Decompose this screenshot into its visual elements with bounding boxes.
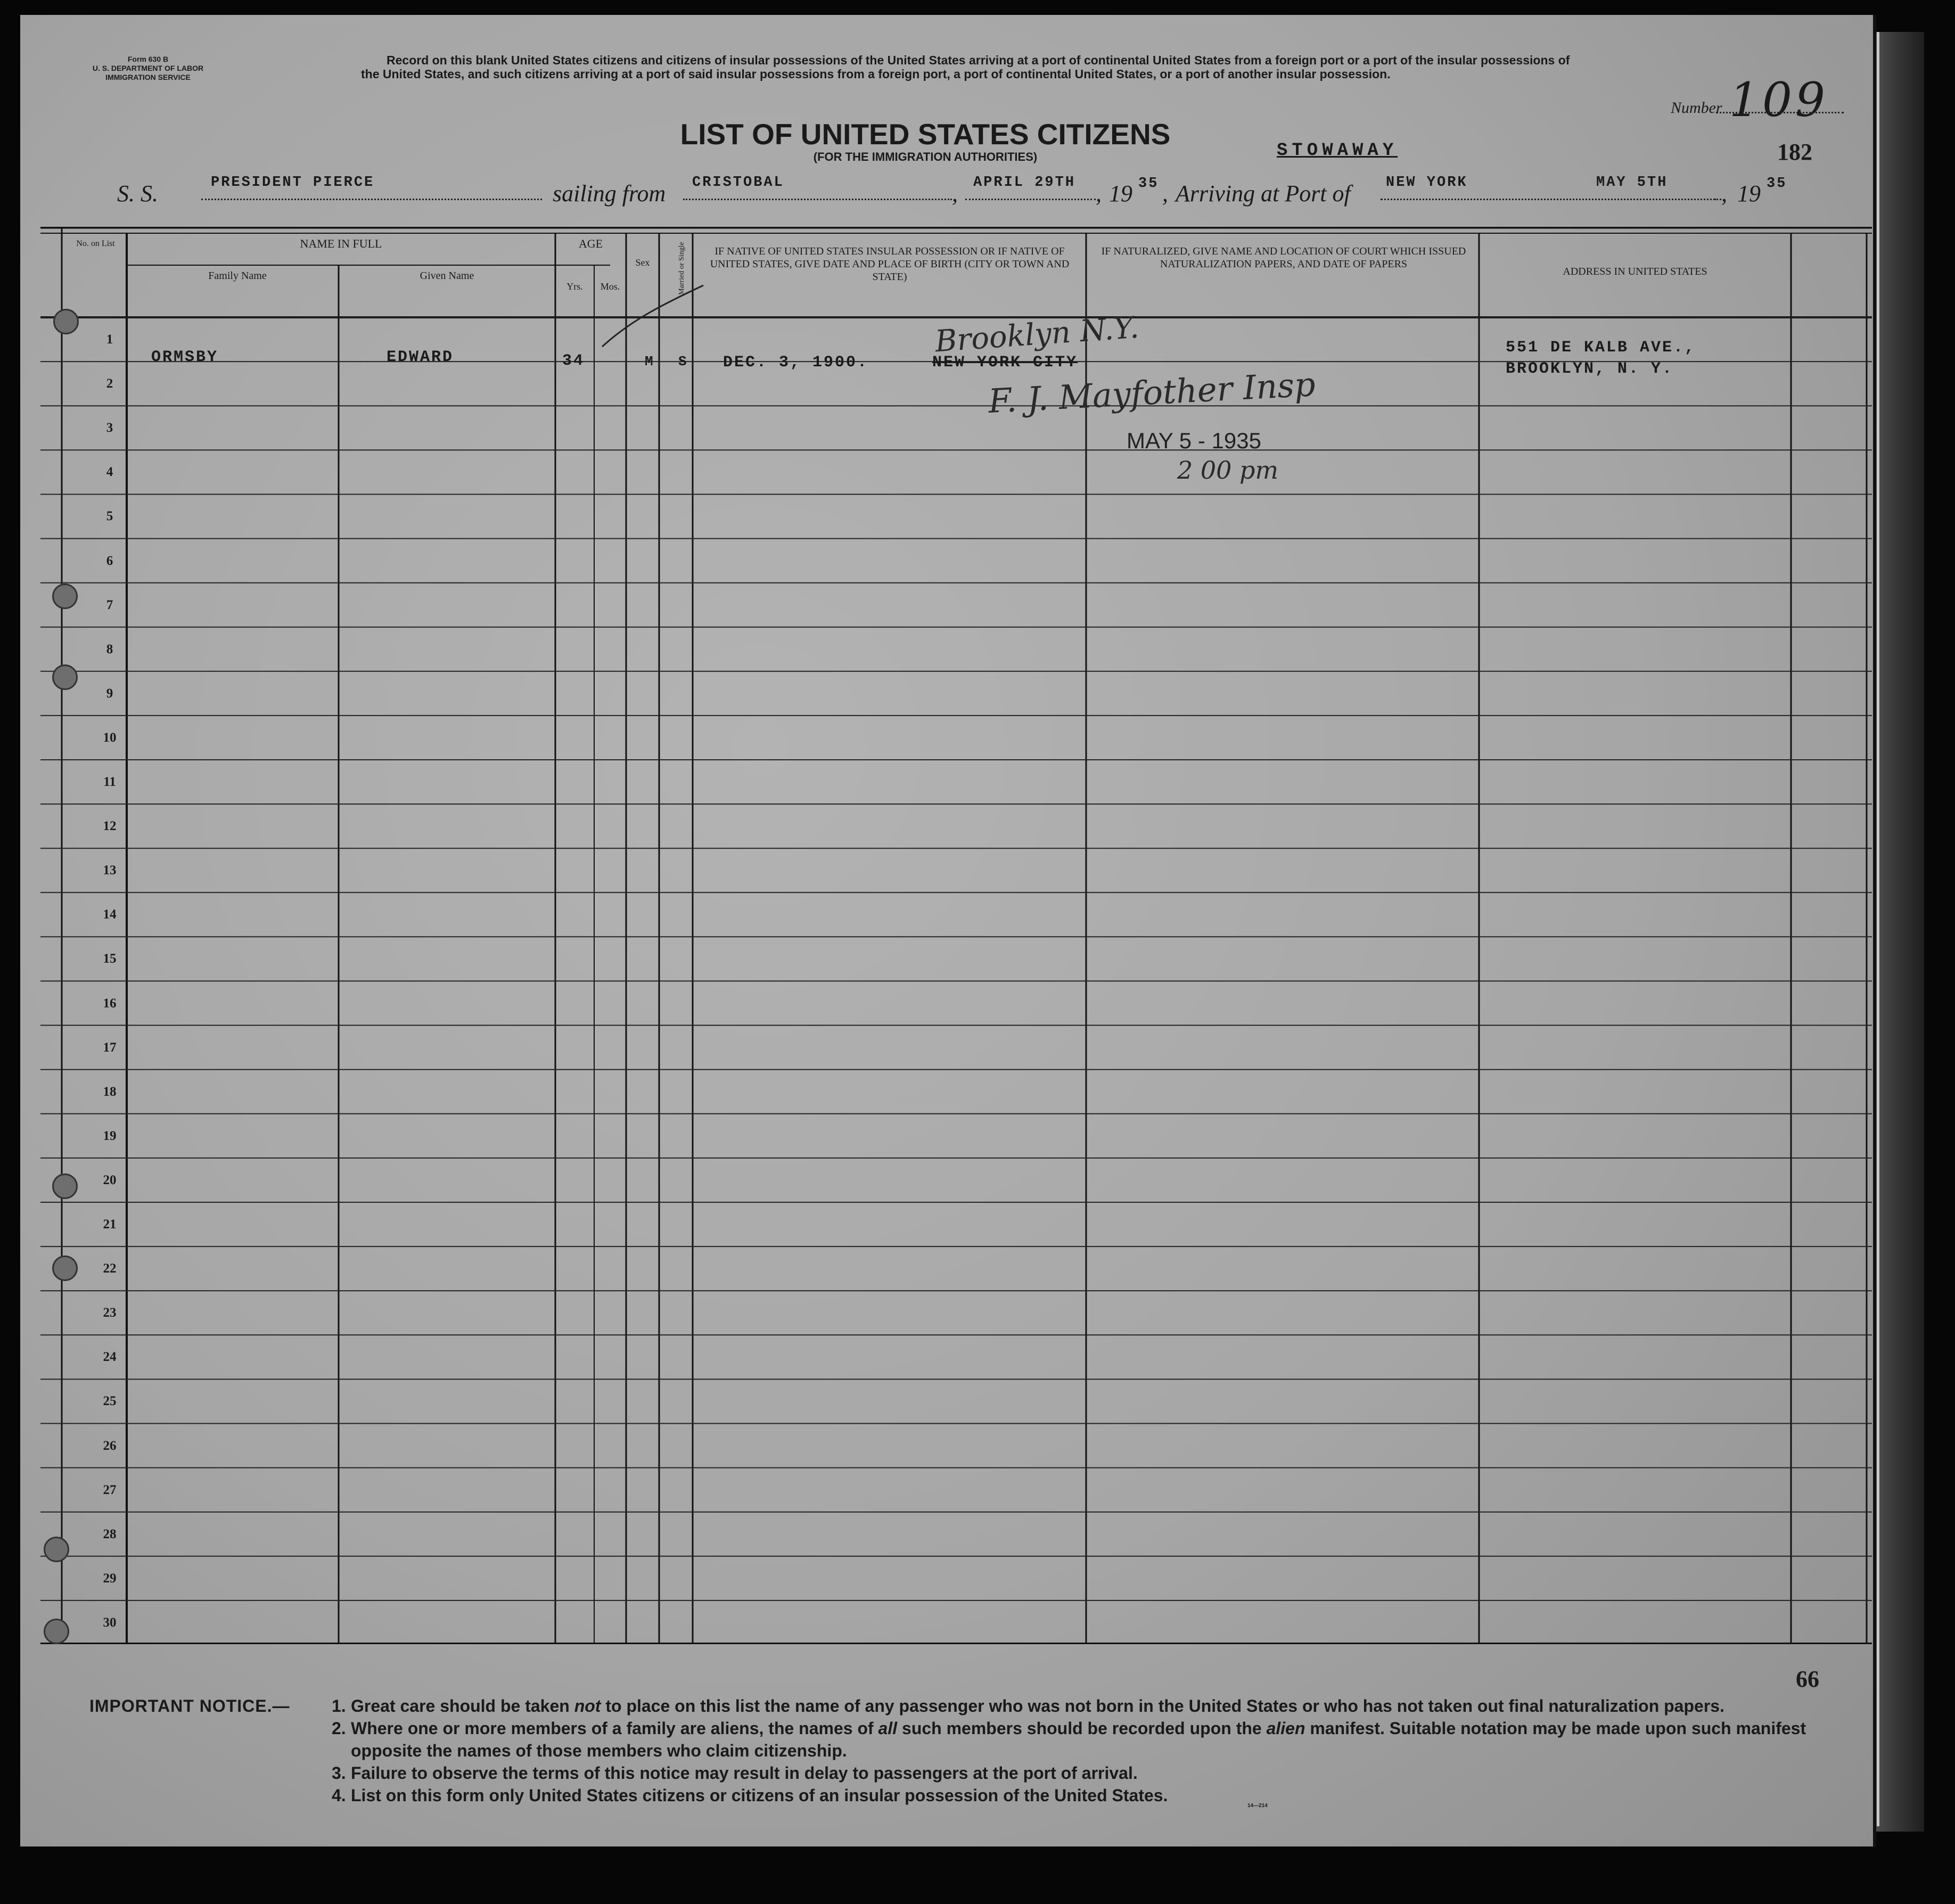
form-id-line2: U. S. DEPARTMENT OF LABOR — [92, 64, 204, 72]
date-stamp: MAY 5 - 1935 — [1127, 428, 1261, 453]
row-number: 26 — [103, 1438, 117, 1453]
row-number: 30 — [103, 1615, 117, 1630]
punch-hole — [52, 584, 78, 609]
header-given-name: Given Name — [420, 270, 474, 282]
row-number: 17 — [103, 1040, 117, 1055]
header-birth: IF NATIVE OF UNITED STATES INSULAR POSSESSION OR IF NATIVE OF UNITED STATES, GIVE DATE AND PLACE OF BIRTH (CITY OR TOWN AND STATE) — [710, 245, 1070, 283]
row-number: 2 — [106, 376, 113, 391]
entry-marital: S — [678, 354, 688, 370]
row-number: 9 — [106, 686, 113, 701]
notice-text: List on this form only United States citizens or citizens of an insular possession of the United States. — [351, 1786, 1168, 1805]
entry-age-yrs: 34 — [562, 352, 585, 370]
notice-num: 4. — [332, 1786, 346, 1805]
row-number: 5 — [106, 509, 113, 524]
row-number: 11 — [103, 775, 116, 789]
notice-text: Failure to observe the terms of this notice may result in delay to passengers at the port of arrival. — [351, 1763, 1138, 1783]
number-value: 109 — [1729, 72, 1828, 127]
sail-date: APRIL 29TH — [973, 175, 1076, 191]
punch-hole — [52, 664, 78, 690]
entry-address-line2: BROOKLYN, N. Y. — [1506, 360, 1674, 378]
row-number: 10 — [103, 730, 117, 745]
handwritten-place: Brooklyn N.Y. — [934, 310, 1140, 359]
header-no-on-list: No. on List — [76, 239, 115, 248]
row-number: 15 — [103, 951, 117, 966]
table-rules — [40, 227, 1872, 1644]
notice-text-part: Great care should be taken — [351, 1696, 574, 1716]
row-number: 20 — [103, 1172, 117, 1187]
header-sex: Sex — [635, 257, 650, 268]
from-port: CRISTOBAL — [692, 175, 784, 191]
punch-hole — [53, 309, 79, 334]
notice-item-1 — [89, 1695, 1814, 1717]
comma-1: , — [952, 180, 958, 207]
notice-item-3 — [89, 1762, 1814, 1784]
ss-label: S. S. — [117, 180, 158, 207]
row-number: 6 — [106, 553, 113, 568]
row-number: 19 — [103, 1128, 117, 1143]
arrival-date: MAY 5TH — [1596, 175, 1668, 191]
page-subtitle: (FOR THE IMMIGRATION AUTHORITIES) — [813, 150, 1038, 163]
document-sheet — [20, 15, 1876, 1846]
row-number: 22 — [103, 1261, 117, 1276]
row-number: 25 — [103, 1394, 117, 1409]
handwritten-signature: F. J. Mayfother Insp — [987, 364, 1317, 421]
year-1: 35 — [1138, 176, 1159, 192]
year-prefix-1: 19 — [1109, 180, 1132, 207]
notice-heading: IMPORTANT NOTICE.— — [89, 1696, 290, 1716]
notice-emphasis: all — [878, 1719, 898, 1738]
year-prefix-2: 19 — [1737, 180, 1761, 207]
header-family-name: Family Name — [208, 270, 267, 282]
number-line — [1716, 112, 1844, 113]
header-address: ADDRESS IN UNITED STATES — [1563, 266, 1707, 277]
row-number: 14 — [103, 907, 117, 922]
year-2: 35 — [1767, 176, 1787, 192]
passenger-table — [40, 227, 1872, 1644]
notice-num: 1. — [332, 1696, 346, 1716]
row-number: 23 — [103, 1306, 117, 1320]
row-number: 18 — [103, 1084, 117, 1099]
row-number: 28 — [103, 1527, 117, 1541]
header-name-in-full: NAME IN FULL — [300, 237, 382, 250]
entry-birth-date: DEC. 3, 1900. — [723, 354, 869, 372]
form-identifier — [52, 55, 244, 82]
header-married-single: Married or Single — [678, 242, 686, 295]
comma-4: , — [1721, 180, 1727, 207]
row-number: 3 — [106, 421, 113, 436]
page-count: 66 — [1796, 1666, 1819, 1692]
notice-num: 3. — [332, 1763, 346, 1783]
notice-emphasis: alien — [1266, 1719, 1305, 1738]
arrival-date-line — [1586, 199, 1721, 200]
comma-3: , — [1162, 180, 1168, 207]
notice-text-part: Where one or more members of a family are aliens, the names of — [351, 1719, 878, 1738]
entry-family-name: ORMSBY — [151, 348, 219, 366]
handwritten-time: 2 00 pm — [1177, 456, 1279, 485]
arriving-label: Arriving at Port of — [1176, 180, 1351, 207]
notice-text-part: such members should be recorded upon the — [897, 1719, 1267, 1738]
row-number: 7 — [106, 597, 113, 612]
header-naturalized: IF NATURALIZED, GIVE NAME AND LOCATION OF COURT WHICH ISSUED NATURALIZATION PAPERS, AND DATE OF PAPERS — [1101, 245, 1466, 270]
row-number: 1 — [106, 332, 113, 347]
row-number: 13 — [103, 863, 117, 878]
notice-text — [351, 1717, 1814, 1762]
punch-hole — [44, 1537, 69, 1562]
sailing-label: sailing from — [553, 180, 666, 207]
page-edge-highlight — [1877, 32, 1879, 1826]
row-number: 4 — [106, 465, 113, 480]
ship-line — [201, 199, 542, 200]
next-page-edge — [1873, 32, 1924, 1832]
punch-hole — [52, 1173, 78, 1199]
row-number: 16 — [103, 996, 117, 1011]
important-notice — [89, 1695, 1814, 1807]
form-instructions: Record on this blank United States citizens and citizens of insular possessions of the United States arriving at a port of continental United States from a foreign port or a port of the insular possessions of the United States, and such citizens arriving at a port of said insular possessions from a foreign port, a port of continental United States, or a port of another insular possession. — [361, 53, 1570, 81]
entry-address-line1: 551 DE KALB AVE., — [1506, 339, 1696, 357]
punch-hole — [44, 1619, 69, 1644]
page-number: 182 — [1777, 139, 1812, 165]
notice-num: 2. — [332, 1719, 346, 1738]
row-number: 29 — [103, 1571, 117, 1586]
entry-birth-place: NEW YORK CITY — [932, 354, 1078, 372]
stowaway-stamp: STOWAWAY — [1277, 141, 1398, 161]
header-mos: Mos. — [600, 281, 620, 292]
number-label: Number — [1671, 99, 1722, 117]
arrival-port: NEW YORK — [1386, 175, 1468, 191]
notice-emphasis: not — [574, 1696, 601, 1716]
print-code: 14—214 — [1247, 1803, 1268, 1809]
header-yrs: Yrs. — [566, 281, 583, 292]
row-number: 12 — [103, 819, 117, 834]
form-id-line3: IMMIGRATION SERVICE — [105, 73, 191, 81]
page-title: LIST OF UNITED STATES CITIZENS — [680, 118, 1171, 151]
notice-item-2 — [89, 1717, 1814, 1762]
entry-given-name: EDWARD — [387, 348, 454, 366]
notice-text-part: to place on this list the name of any passenger who was not born in the United States or who has not taken out final naturalization papers. — [601, 1696, 1724, 1716]
from-port-line — [683, 199, 952, 200]
comma-2: , — [1096, 180, 1102, 207]
ship-name: PRESIDENT PIERCE — [211, 175, 375, 191]
row-number: 27 — [103, 1482, 117, 1497]
row-number: 24 — [103, 1350, 117, 1365]
notice-text — [351, 1695, 1814, 1717]
notice-text-part: manifest. Suitable notation may be made upon such manifest opposite the names of those members who claim citizenship. — [351, 1719, 1806, 1760]
punch-hole — [52, 1255, 78, 1281]
form-id-line1: Form 630 B — [127, 55, 169, 63]
header-age: AGE — [578, 237, 603, 250]
row-number: 21 — [103, 1217, 117, 1232]
notice-item-4 — [89, 1784, 1814, 1807]
sail-date-line — [965, 199, 1096, 200]
entry-sex: M — [645, 354, 655, 370]
row-number: 8 — [106, 642, 113, 656]
